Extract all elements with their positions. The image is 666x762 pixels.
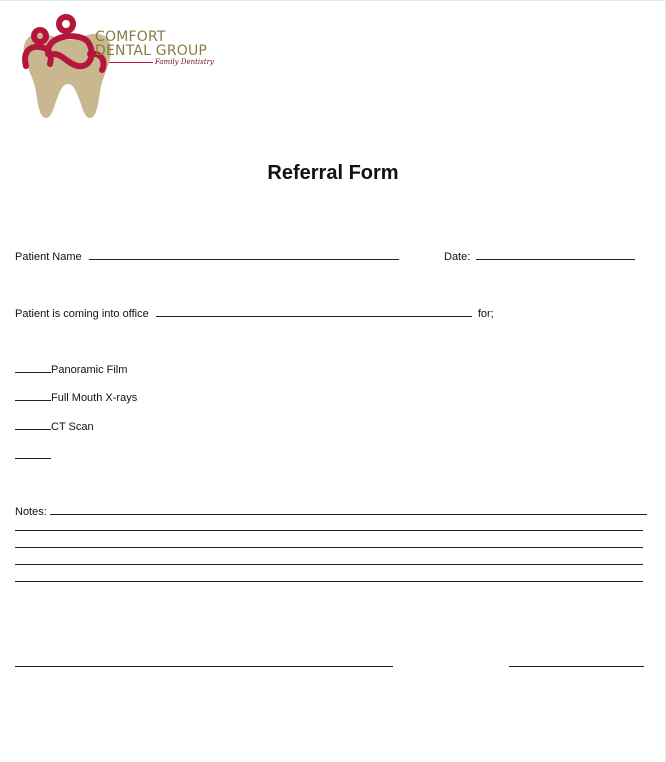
notes-line[interactable] [15,564,643,565]
signature-line[interactable] [15,666,393,667]
logo-tagline: Family Dentistry [155,58,214,66]
patient-name-row [15,248,399,263]
option-row [15,361,127,376]
notes-row [15,503,647,518]
office-label: Patient is coming into office [15,308,149,320]
form-title: Referral Form [267,162,399,184]
notes-line[interactable] [15,530,643,531]
page-edge [0,0,666,1]
patient-name-field[interactable] [89,248,399,260]
option-row [15,447,51,462]
logo-name-line2: DENTAL GROUP [95,43,208,59]
office-field[interactable] [156,305,472,317]
option-check-line[interactable] [15,361,51,373]
patient-name-label: Patient Name [15,251,82,263]
option-label: Full Mouth X-rays [51,392,138,404]
company-logo [18,14,238,126]
option-label: CT Scan [51,421,94,433]
notes-field[interactable] [50,503,647,515]
option-label: Panoramic Film [51,364,128,376]
option-check-line[interactable] [15,389,51,401]
date-field[interactable] [476,248,635,260]
date-row [444,248,635,263]
notes-line[interactable] [15,547,643,548]
logo-rule [109,62,153,63]
option-row [15,418,94,433]
date-label: Date: [444,251,471,263]
for-label: for; [477,308,494,320]
signature-date-line[interactable] [509,666,644,667]
option-row [15,389,137,404]
option-check-line[interactable] [15,447,51,459]
option-check-line[interactable] [15,418,51,430]
logo-name-line1: COMFORT [95,29,166,45]
notes-label: Notes: [15,506,47,518]
office-row [15,305,494,320]
notes-line[interactable] [15,581,643,582]
